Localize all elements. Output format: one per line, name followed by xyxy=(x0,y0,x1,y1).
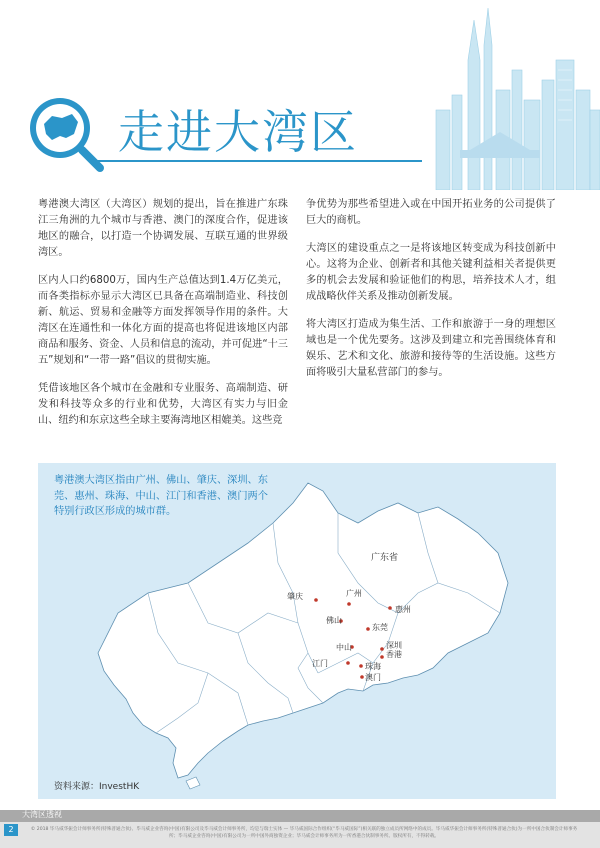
right-text-column xyxy=(306,197,556,393)
province-label: 广东省 xyxy=(371,553,399,563)
paragraph: 区内人口约6800万，国内生产总值达到1.4万亿美元，而各类指标亦显示大湾区已具备在高端制造业、科技创新、航运、贸易和金融等方面发挥领导作用的条件。大湾区在连通性和一体化方面的提高也将促进该地区内部商品和服务、资金、人员和信息的流动，并可促进“十三五”规划和“一带一路”倡议的贯彻实施。 xyxy=(38,275,288,366)
city-label-shenzhen: 深圳 xyxy=(386,641,402,650)
city-label-guangzhou: 广州 xyxy=(346,589,362,598)
city-dot-guangzhou xyxy=(347,602,351,606)
city-dot-macau xyxy=(360,675,364,679)
page-title: 走进大湾区 xyxy=(118,105,358,159)
footer-bar xyxy=(0,810,600,822)
city-label-dongguan: 东莞 xyxy=(372,623,388,632)
city-label-jiangmen: 江门 xyxy=(312,659,328,668)
city-label-zhongshan: 中山 xyxy=(336,643,352,652)
city-dot-zhaoqing xyxy=(314,598,318,602)
paragraph: 争优势为那些希望进入或在中国开拓业务的公司提供了巨大的商机。 xyxy=(306,199,556,226)
title-underline xyxy=(92,160,422,162)
source-note: 资料来源：InvestHK xyxy=(54,782,140,792)
paragraph: 粤港澳大湾区（大湾区）规划的提出，旨在推进广东珠江三角洲的九个城市与香港、澳门的深度合作，促进该地区的融合，以打造一个协调发展、互联互通的世界级湾区。 xyxy=(38,199,288,258)
city-label-hongkong: 香港 xyxy=(386,650,402,659)
city-label-foshan: 佛山 xyxy=(326,616,342,625)
city-label-zhaoqing: 肇庆 xyxy=(287,592,303,601)
paragraph: 大湾区的建设重点之一是将该地区转变成为科技创新中心。这将为企业、创新者和其他关键利益相关者提供更多的机会去发展和验证他们的构思，培养技术人才，组成战略伙伴关系及推动创新发展。 xyxy=(306,243,556,302)
map-panel xyxy=(38,463,556,799)
city-dot-hongkong xyxy=(380,655,384,659)
city-dot-jiangmen xyxy=(346,661,350,665)
title-section xyxy=(22,90,402,180)
paragraph: 凭借该地区各个城市在金融和专业服务、高端制造、研发和科技等众多的行业和优势，大湾区有实力与旧金山、纽约和东京这些全球主要海湾地区相媲美。这些竞 xyxy=(38,383,288,426)
city-dot-shenzhen xyxy=(380,647,384,651)
footer-fine-print: © 2018 毕马威华振会计师事务所(特殊普通合伙)、毕马威企业咨询(中国)有限公司及毕马威会计师事务所，均是与瑞士实体 — 毕马威国际合作组织(“毕马威国际”)相关联的独立成员所网络中的成员。毕马威华振会计师事务所(特殊普通合伙)为一所中国合伙制会计师事务所；毕马威企业咨询(中国)有限公司为一所中国外商独资企业；毕马威会计师事务所为一所香港合伙制事务所。版权所有，不得转载。 xyxy=(30,827,578,839)
page-number: 2 xyxy=(4,824,18,836)
left-text-column xyxy=(38,197,288,441)
magnifier-map-icon xyxy=(22,90,108,176)
city-dot-dongguan xyxy=(366,627,370,631)
page-footer xyxy=(0,810,600,848)
city-skyline-illustration xyxy=(430,0,600,190)
city-label-macau: 澳门 xyxy=(365,673,381,682)
city-dot-zhuhai xyxy=(359,664,363,668)
paragraph: 将大湾区打造成为集生活、工作和旅游于一身的理想区域也是一个优先要务。这涉及到建立和完善围绕体育和娱乐、艺术和文化、旅游和接待等的生活设施。这些方面将吸引大量私营部门的参与。 xyxy=(306,319,556,378)
map-caption: 粤港澳大湾区指由广州、佛山、肇庆、深圳、东莞、惠州、珠海、中山、江门和香港、澳门两个特别行政区形成的城市群。 xyxy=(54,475,268,517)
footer-section-label: 大湾区透视 xyxy=(22,810,62,819)
city-dot-huizhou xyxy=(388,606,392,610)
province-outline xyxy=(98,483,508,778)
city-label-huizhou: 惠州 xyxy=(395,605,411,614)
city-label-zhuhai: 珠海 xyxy=(365,662,381,671)
